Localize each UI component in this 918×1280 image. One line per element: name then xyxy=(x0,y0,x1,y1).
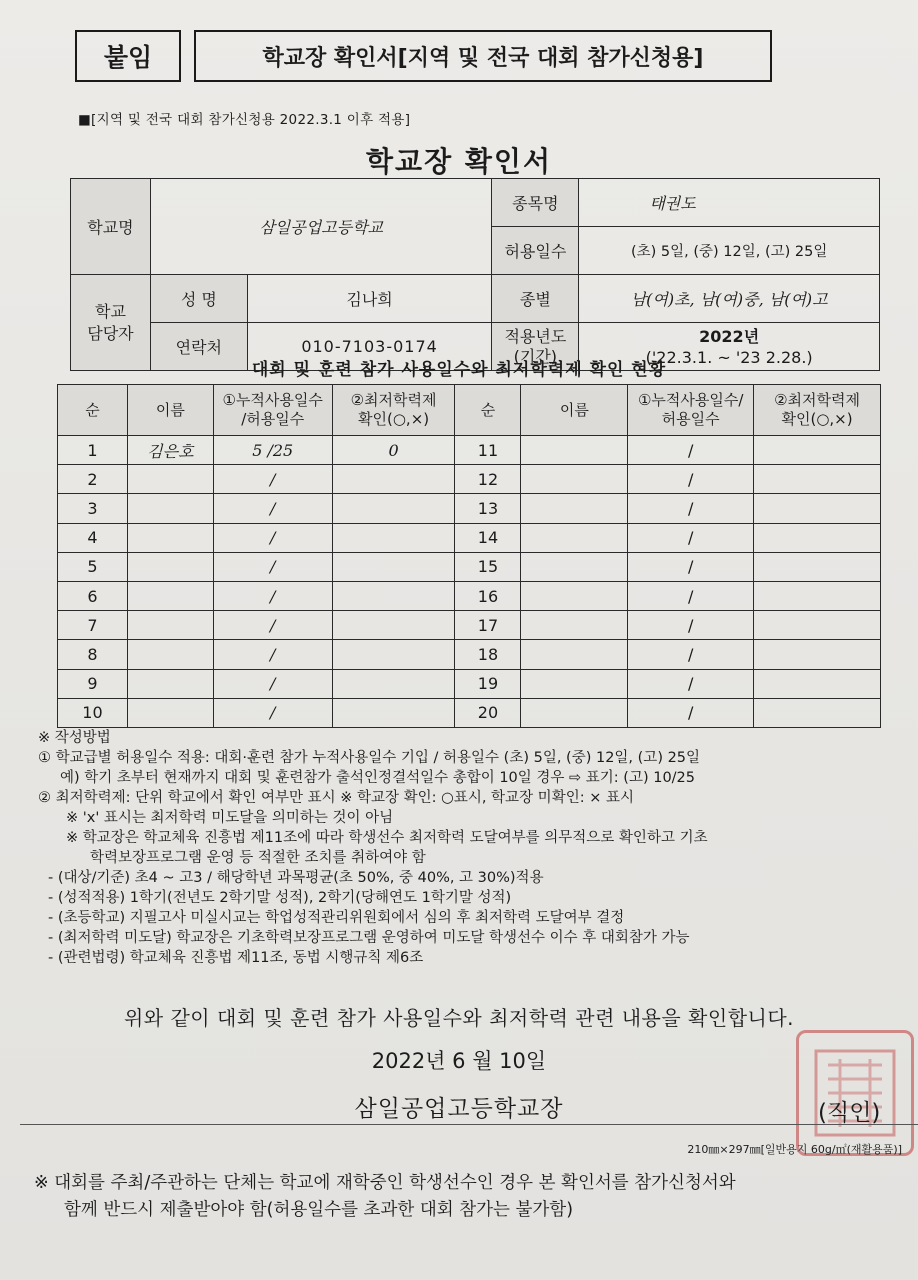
days-used: / xyxy=(213,640,332,669)
academic-check-2 xyxy=(754,581,881,610)
method-line-9: - (초등학교) 지필고사 미실시교는 학업성적관리위원회에서 심의 후 최저학력 도달여부 결정 xyxy=(48,910,625,926)
method-title: ※ 작성방법 xyxy=(38,730,111,746)
header-days: ①누적사용일수 /허용일수 xyxy=(213,385,332,436)
method-line-10: - (최저학력 미도달) 학교장은 기초학력보장프로그램 운영하여 미도달 학생선수 이수 후 대회참가 가능 xyxy=(48,930,690,946)
table-row xyxy=(58,640,881,669)
academic-check: 0 xyxy=(332,436,455,465)
academic-check-2 xyxy=(754,494,881,523)
student-name xyxy=(127,523,213,552)
days-used: / xyxy=(213,669,332,698)
divider xyxy=(20,1124,918,1125)
academic-check-2 xyxy=(754,523,881,552)
days-used: / xyxy=(213,523,332,552)
table-row xyxy=(58,494,881,523)
student-name-2 xyxy=(521,611,628,640)
method-line-1: ① 학교급별 허용일수 적용: 대회·훈련 참가 누적사용일수 기입 / 허용일수 (초) 5일, (중) 12일, (고) 25일 xyxy=(38,750,701,766)
document-title: 학교장 확인서 xyxy=(365,145,553,178)
student-name-2 xyxy=(521,523,628,552)
row-number-2: 20 xyxy=(455,698,521,727)
manager-name-value: 김나희 xyxy=(247,275,492,323)
table-row xyxy=(58,436,881,465)
academic-check-2 xyxy=(754,669,881,698)
days-used: / xyxy=(213,698,332,727)
academic-check-2 xyxy=(754,436,881,465)
school-info-table xyxy=(70,178,880,371)
row-number-2: 11 xyxy=(455,436,521,465)
academic-check xyxy=(332,523,455,552)
method-line-7: - (대상/기준) 초4 ~ 고3 / 해당학년 과목평균(초 50%, 중 40%, 고 30%)적용 xyxy=(48,870,544,886)
row-number-2: 19 xyxy=(455,669,521,698)
student-name xyxy=(127,640,213,669)
days-used-2: / xyxy=(628,494,754,523)
confirmation-statement: 위와 같이 대회 및 훈련 참가 사용일수와 최저학력 관련 내용을 확인합니다. xyxy=(123,1006,795,1030)
row-number-2: 12 xyxy=(455,465,521,494)
row-number: 8 xyxy=(58,640,128,669)
days-used-2: / xyxy=(628,465,754,494)
header-no: 순 xyxy=(58,385,128,436)
row-number: 1 xyxy=(58,436,128,465)
school-name-label: 학교명 xyxy=(71,179,151,275)
seal-label: (직인) xyxy=(818,1100,881,1126)
row-number-2: 16 xyxy=(455,581,521,610)
category-value: 남(여)초, 남(여)중, 남(여)고 xyxy=(579,275,880,323)
category-label: 종별 xyxy=(492,275,579,323)
method-line-11: - (관련법령) 학교체육 진흥법 제11조, 동법 시행규칙 제6조 xyxy=(48,950,424,966)
academic-check xyxy=(332,698,455,727)
school-name-value: 삼일공업고등학교 xyxy=(150,179,492,275)
sport-value: 태권도 xyxy=(579,179,880,227)
student-name xyxy=(127,698,213,727)
table-row xyxy=(58,523,881,552)
header-name: 이름 xyxy=(127,385,213,436)
table-row xyxy=(58,669,881,698)
student-name xyxy=(127,669,213,698)
academic-check xyxy=(332,581,455,610)
student-name xyxy=(127,494,213,523)
sport-label: 종목명 xyxy=(492,179,579,227)
participation-table xyxy=(57,384,881,728)
days-used-2: / xyxy=(628,611,754,640)
days-used: / xyxy=(213,465,332,494)
applicability-note: ■[지역 및 전국 대회 참가신청용 2022.3.1 이후 적용] xyxy=(78,112,411,128)
header-check: ②최저학력제 확인(○,×) xyxy=(332,385,455,436)
badge-text: 붙임 xyxy=(103,43,153,72)
method-line-8: - (성적적용) 1학기(전년도 2학기말 성적), 2학기(당해연도 1학기말 성적) xyxy=(48,890,512,906)
row-number-2: 17 xyxy=(455,611,521,640)
days-used: / xyxy=(213,611,332,640)
official-seal-stamp xyxy=(796,1030,914,1156)
issue-date: 2022년 6 월 10일 xyxy=(371,1049,547,1073)
header-no-2: 순 xyxy=(455,385,521,436)
student-name-2 xyxy=(521,494,628,523)
academic-check xyxy=(332,494,455,523)
days-used-2: / xyxy=(628,436,754,465)
header-name-2: 이름 xyxy=(521,385,628,436)
row-number-2: 14 xyxy=(455,523,521,552)
academic-check-2 xyxy=(754,611,881,640)
header-check-2: ②최저학력제 확인(○,×) xyxy=(754,385,881,436)
days-used: / xyxy=(213,494,332,523)
student-name xyxy=(127,581,213,610)
academic-check-2 xyxy=(754,552,881,581)
year-label: 적용년도 (기간) xyxy=(492,323,579,371)
method-line-3: ② 최저학력제: 단위 학교에서 확인 여부만 표시 ※ 학교장 확인: ○표시, 학교장 미확인: × 표시 xyxy=(38,790,634,806)
table-header-row xyxy=(58,385,881,436)
row-number: 3 xyxy=(58,494,128,523)
student-name-2 xyxy=(521,552,628,581)
method-line-4: ※ 'x' 표시는 최저학력 미도달을 의미하는 것이 아님 xyxy=(66,810,394,826)
form-header-title xyxy=(194,30,772,82)
row-number: 6 xyxy=(58,581,128,610)
academic-check xyxy=(332,611,455,640)
academic-check xyxy=(332,640,455,669)
days-used-2: / xyxy=(628,581,754,610)
academic-check xyxy=(332,552,455,581)
writing-method xyxy=(38,728,898,968)
days-used-2: / xyxy=(628,640,754,669)
year-value: 2022년 xyxy=(699,326,760,346)
header-days-2: ①누적사용일수/ 허용일수 xyxy=(628,385,754,436)
contact-value: 010-7103-0174 xyxy=(247,323,492,371)
row-number-2: 13 xyxy=(455,494,521,523)
allowed-days-value: (초) 5일, (중) 12일, (고) 25일 xyxy=(579,227,880,275)
academic-check-2 xyxy=(754,640,881,669)
table-row xyxy=(58,581,881,610)
submission-note-line-2: 함께 반드시 제출받아야 함(허용일수를 초과한 대회 참가는 불가함) xyxy=(64,1200,574,1220)
student-name-2 xyxy=(521,669,628,698)
student-name-2 xyxy=(521,698,628,727)
row-number-2: 18 xyxy=(455,640,521,669)
student-name-2 xyxy=(521,640,628,669)
row-number: 10 xyxy=(58,698,128,727)
academic-check-2 xyxy=(754,465,881,494)
days-used-2: / xyxy=(628,698,754,727)
days-used: 5 /25 xyxy=(213,436,332,465)
name-label: 성 명 xyxy=(150,275,247,323)
table-row xyxy=(58,698,881,727)
manager-label: 학교 담당자 xyxy=(71,275,151,371)
academic-check-2 xyxy=(754,698,881,727)
period-value: ('22.3.1. ~ '23 2.28.) xyxy=(645,347,813,367)
table-row xyxy=(58,552,881,581)
submission-note xyxy=(34,1170,894,1224)
paper-spec: 210㎜×297㎜[일반용지 60g/㎡(재활용품)] xyxy=(687,1143,902,1156)
days-used: / xyxy=(213,581,332,610)
principal-name: 삼일공업고등학교장 xyxy=(354,1096,564,1122)
student-name xyxy=(127,552,213,581)
method-line-6: 학력보장프로그램 운영 등 적절한 조치를 취하여야 함 xyxy=(90,850,426,866)
contact-label: 연락처 xyxy=(150,323,247,371)
days-used-2: / xyxy=(628,669,754,698)
row-number-2: 15 xyxy=(455,552,521,581)
student-name xyxy=(127,611,213,640)
header-title-text: 학교장 확인서[지역 및 전국 대회 참가신청용] xyxy=(262,45,704,71)
allowed-days-label: 허용일수 xyxy=(492,227,579,275)
method-line-2: 예) 학기 초부터 현재까지 대회 및 훈련참가 출석인정결석일수 총합이 10일 경우 ⇨ 표기: (고) 10/25 xyxy=(60,770,696,786)
student-name-2 xyxy=(521,581,628,610)
row-number: 9 xyxy=(58,669,128,698)
student-name: 김은호 xyxy=(127,436,213,465)
row-number: 2 xyxy=(58,465,128,494)
row-number: 5 xyxy=(58,552,128,581)
method-line-5: ※ 학교장은 학교체육 진흥법 제11조에 따라 학생선수 최저학력 도달여부를 의무적으로 확인하고 기초 xyxy=(66,830,708,846)
days-used-2: / xyxy=(628,552,754,581)
row-number: 7 xyxy=(58,611,128,640)
days-used: / xyxy=(213,552,332,581)
attachment-badge xyxy=(75,30,181,82)
academic-check xyxy=(332,669,455,698)
table-row xyxy=(58,611,881,640)
row-number: 4 xyxy=(58,523,128,552)
days-used-2: / xyxy=(628,523,754,552)
student-name-2 xyxy=(521,436,628,465)
table-row xyxy=(58,465,881,494)
submission-note-line-1: ※ 대회를 주최/주관하는 단체는 학교에 재학중인 학생선수인 경우 본 확인서를 참가신청서와 xyxy=(34,1173,736,1193)
list-title: 대회 및 훈련 참가 사용일수와 최저학력제 확인 현황 xyxy=(251,360,667,380)
student-name-2 xyxy=(521,465,628,494)
student-name xyxy=(127,465,213,494)
academic-check xyxy=(332,465,455,494)
